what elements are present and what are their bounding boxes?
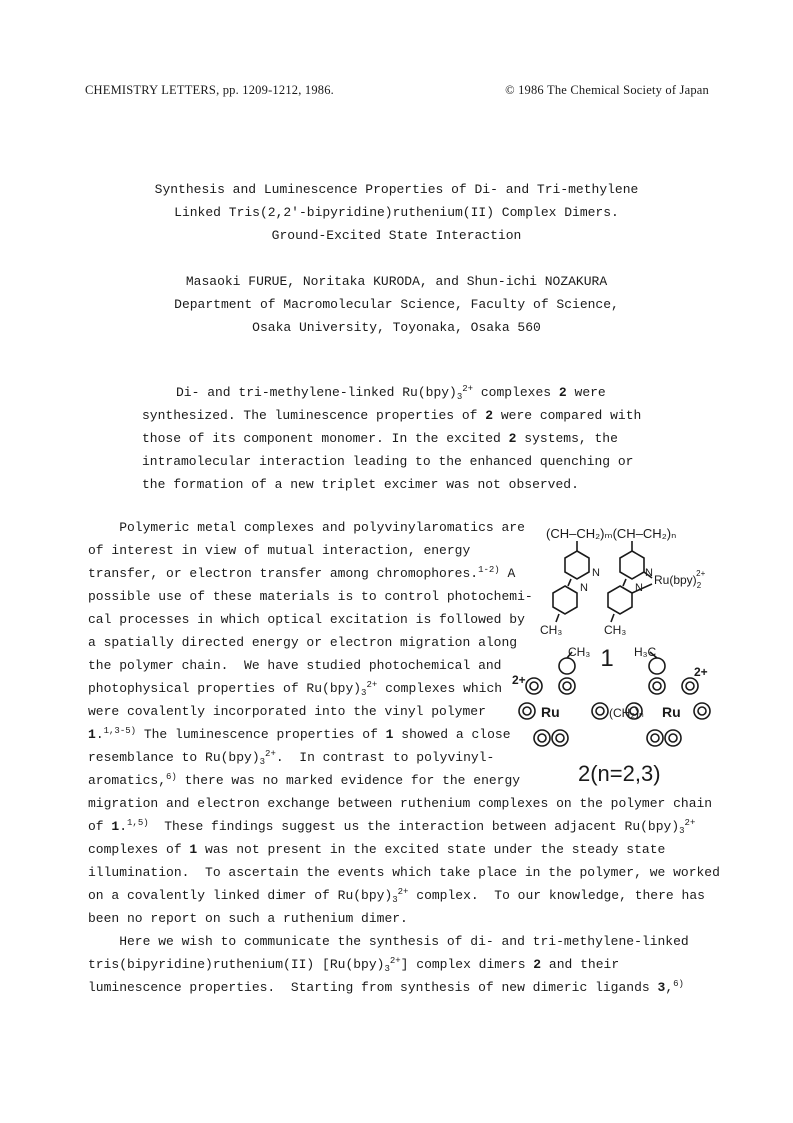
abstract-line-3: those of its component monomer. In the excited 2 systems, the (142, 431, 618, 446)
ruthenium-label: Ru (662, 704, 681, 720)
body-line: a spatially directed energy or electron migration along (88, 635, 518, 650)
body-line: illumination. To ascertain the events which take place in the polymer, we worked (88, 865, 720, 880)
abstract-line-4: intramolecular interaction leading to the enhanced quenching or (142, 454, 634, 469)
body-line: complexes of 1 was not present in the excited state under the steady state (88, 842, 666, 857)
body-line: aromatics,$^{6)}$ there was no marked evidence for the energy (88, 772, 521, 788)
methyl-label: CH₃ (540, 623, 563, 637)
body-line: cal processes in which optical excitation is followed by (88, 612, 525, 627)
pyridine-ring (565, 551, 589, 579)
copyright-notice: © 1986 The Chemical Society of Japan (505, 83, 709, 97)
affiliation-line-1: Department of Macromolecular Science, Faculty of Science, (174, 297, 619, 312)
polymer-formula: (CH–CH₂)ₘ(CH–CH₂)ₙ (546, 526, 677, 541)
pyridine-ring (608, 586, 632, 614)
body-line: Here we wish to communicate the synthesis of di- and tri-methylene-linked (88, 934, 689, 949)
ru-bpy-label: $Ru(bpy)_22+$ (654, 569, 706, 590)
body-line: resemblance to $Ru(bpy)_3^{2+}$. In contrast to polyvinyl- (88, 749, 495, 767)
chemical-structure-figure (512, 516, 722, 786)
charge-label: 2+ (512, 673, 526, 687)
charge-label: 2+ (694, 665, 708, 679)
abstract-line-2: synthesized. The luminescence properties of 2 were compared with (142, 408, 642, 423)
nitrogen-label: N (580, 582, 588, 594)
body-line: 1.$^{1,3-5)}$ The luminescence properties of 1 showed a close (88, 726, 511, 742)
affiliation-line-2: Osaka University, Toyonaka, Osaka 560 (252, 320, 541, 335)
body-line: of 1.$^{1,5)}$ These findings suggest us the interaction between adjacent $Ru(bpy)_3^{2+}$ (88, 818, 696, 836)
pyridine-ring (620, 551, 644, 579)
body-line: migration and electron exchange between ruthenium complexes on the polymer chain (88, 796, 713, 811)
body-line: were covalently incorporated into the vinyl polymer (88, 704, 486, 719)
nitrogen-label: N (635, 582, 643, 594)
abstract-line-1: Di- and tri-methylene-linked $Ru(bpy)_3^{2+}$ complexes 2 were (176, 384, 606, 402)
body-line: luminescence properties. Starting from synthesis of new dimeric ligands 3,$^{6)}$ (88, 979, 684, 995)
body-line: on a covalently linked dimer of $Ru(bpy)_3^{2+}$ complex. To our knowledge, there has (88, 887, 705, 905)
abstract-line-5: the formation of a new triplet excimer was not observed. (142, 477, 579, 492)
paper-title-line-2: Linked Tris(2,2'-bipyridine)ruthenium(II) Complex Dimers. (174, 205, 619, 220)
ruthenium-label: Ru (541, 704, 560, 720)
nitrogen-label: N (592, 567, 600, 579)
journal-citation: CHEMISTRY LETTERS, pp. 1209-1212, 1986. (85, 83, 335, 97)
structure-drawing (512, 516, 722, 786)
nitrogen-label: N (645, 567, 653, 579)
body-line: been no report on such a ruthenium dimer. (88, 911, 408, 926)
body-line: of interest in view of mutual interaction, energy (88, 543, 471, 558)
compound-2-label: 2(n=2,3) (578, 761, 661, 786)
body-line: transfer, or electron transfer among chromophores.$^{1-2)}$ A (88, 565, 516, 581)
pyridine-ring (553, 586, 577, 614)
author-list: Masaoki FURUE, Noritaka KURODA, and Shun-ichi NOZAKURA (185, 274, 608, 289)
methyl-label: CH₃ (568, 645, 591, 659)
methylene-linker-label: (CH₂)ₙ (609, 706, 644, 720)
body-line: tris(bipyridine)ruthenium(II) $[Ru(bpy)_3^{2+}]$ complex dimers 2 and their (88, 956, 620, 974)
body-line: possible use of these materials is to control photochemi- (88, 589, 533, 604)
methyl-label: CH₃ (604, 623, 627, 637)
compound-1-label: 1 (600, 645, 614, 672)
body-line: photophysical properties of $Ru(bpy)_3^{2+}$ complexes which (88, 680, 503, 698)
paper-title-line-1: Synthesis and Luminescence Properties of Di- and Tri-methylene (154, 182, 639, 197)
methyl-label: H₃C (634, 645, 657, 659)
paper-title-line-3: Ground-Excited State Interaction (271, 228, 522, 243)
body-line: the polymer chain. We have studied photochemical and (88, 658, 502, 673)
body-line: Polymeric metal complexes and polyvinylaromatics are (88, 520, 525, 535)
